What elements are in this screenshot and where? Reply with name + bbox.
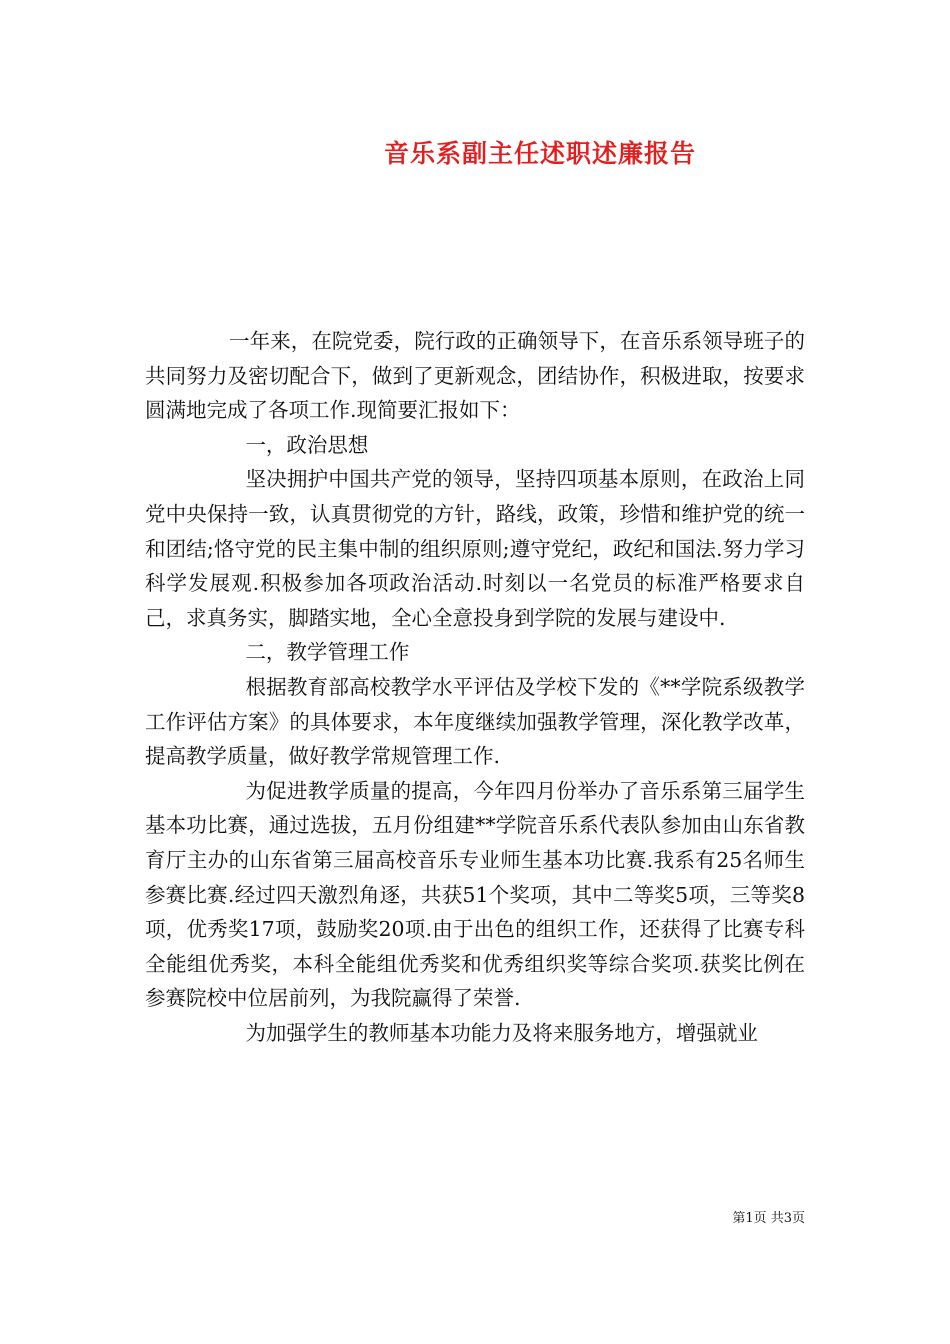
paragraph-intro: 一年来，在院党委，院行政的正确领导下，在音乐系领导班子的共同努力及密切配合下，做到了更新观念，团结协作，积极进取，按要求圆满地完成了各项工作.现简要汇报如下： — [145, 329, 805, 423]
paragraph-politics: 坚决拥护中国共产党的领导，坚持四项基本原则，在政治上同党中央保持一致，认真贯彻党的方针，路线，政策，珍惜和维护党的统一和团结;恪守党的民主集中制的组织原则;遵守党纪，政纪和国法.努力学习科学发展观.积极参加各项政治活动.时刻以一名党员的标准严格要求自己，求真务实，脚踏实地，全心全意投身到学院的发展与建设中. — [145, 467, 805, 630]
section-heading-teaching: 二，教学管理工作 — [245, 640, 410, 665]
document-body — [145, 324, 805, 1050]
paragraph-continued: 为加强学生的教师基本功能力及将来服务地方，增强就业 — [245, 1020, 758, 1045]
page-number: 第1页 共3页 — [732, 1211, 805, 1226]
paragraph-teaching-management: 根据教育部高校教学水平评估及学校下发的《**学院系级教学工作评估方案》的具体要求，本年度继续加强教学管理，深化教学改革，提高教学质量，做好教学常规管理工作. — [145, 674, 805, 769]
paragraph-competition: 为促进教学质量的提高，今年四月份举办了音乐系第三届学生基本功比赛，通过选拔，五月份组建**学院音乐系代表队参加由山东省教育厅主办的山东省第三届高校音乐专业师生基本功比赛.我系有25名师生参赛比赛.经过四天激烈角逐，共获51个奖项，其中二等奖5项，三等奖8项，优秀奖17项，鼓励奖20项.由于出色的组织工作，还获得了比赛专科全能组优秀奖，本科全能组优秀奖和优秀组织奖等综合奖项.获奖比例在参赛院校中位居前列，为我院赢得了荣誉. — [145, 778, 805, 1011]
section-heading-politics: 一，政治思想 — [245, 432, 369, 457]
document-title: 音乐系副主任述职述廉报告 — [383, 139, 696, 168]
